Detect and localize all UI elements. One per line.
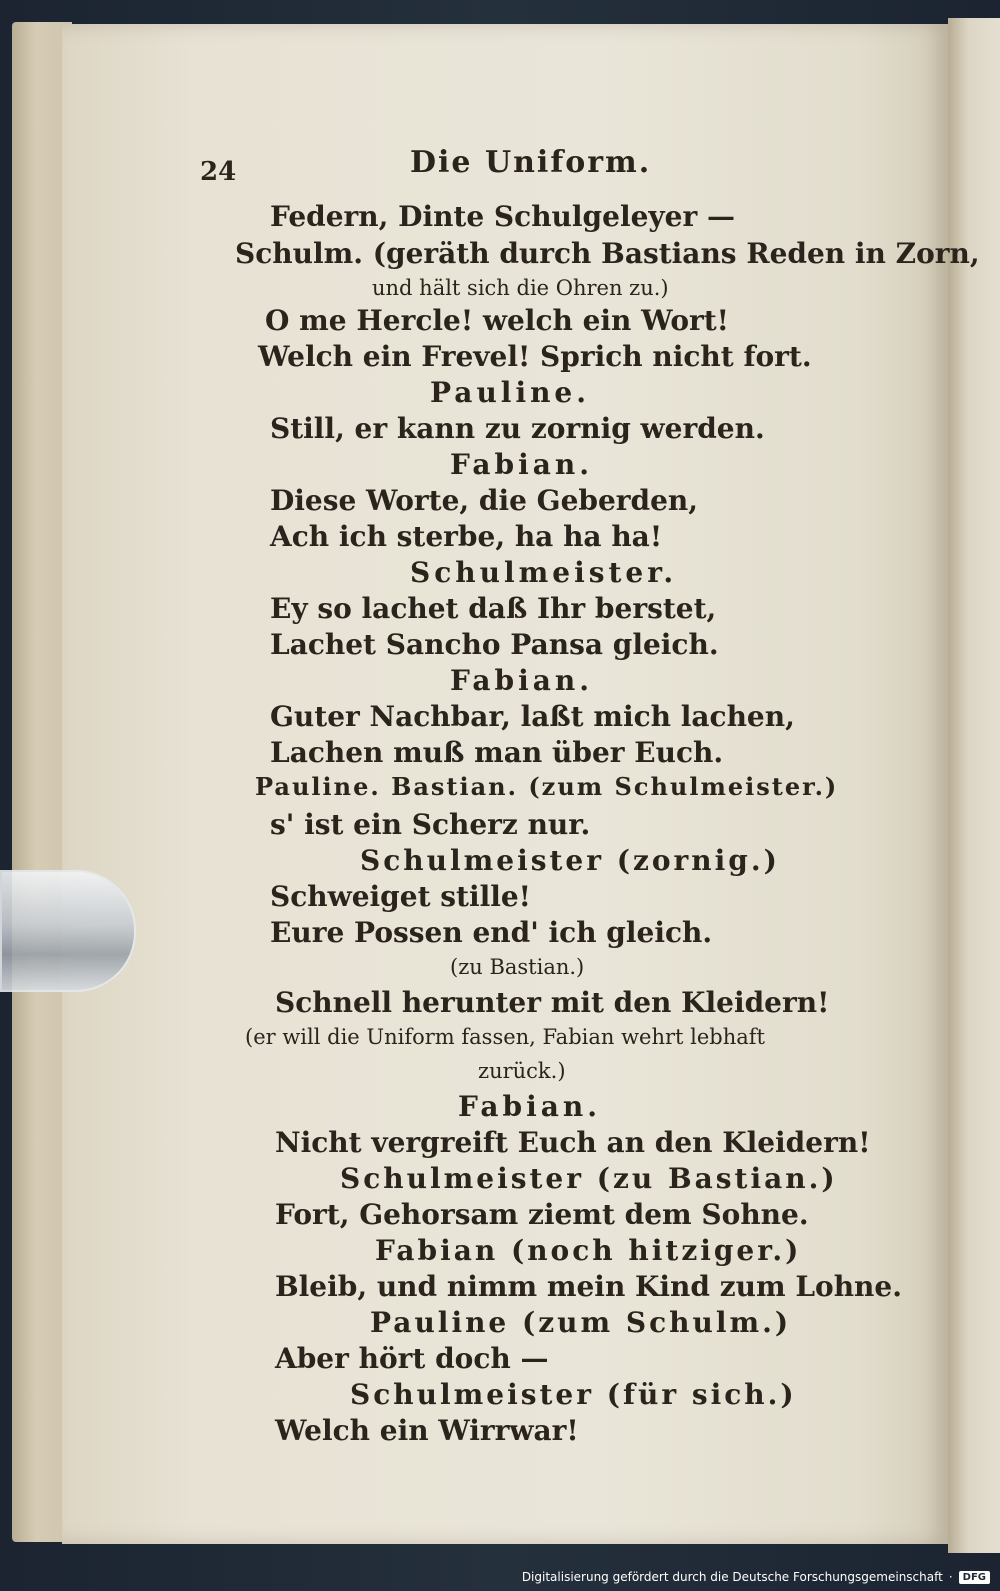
text-line: Bleib, und nimm mein Kind zum Lohne. xyxy=(275,1270,902,1303)
speaker-name: Fabian. xyxy=(458,1090,601,1123)
speaker-name: Schulmeister (für sich.) xyxy=(350,1378,797,1411)
page-number: 24 xyxy=(200,157,237,187)
speaker-name: Fabian (noch hitziger.) xyxy=(375,1234,802,1267)
text-line: Still, er kann zu zornig werden. xyxy=(270,412,765,445)
text-line: O me Hercle! welch ein Wort! xyxy=(265,304,729,337)
text-line: Federn, Dinte Schulgeleyer — xyxy=(270,200,735,233)
speaker-name: Fabian. xyxy=(450,664,593,697)
speaker-name: Pauline. xyxy=(430,376,590,409)
dfg-logo: DFG xyxy=(959,1571,990,1584)
speaker-name: Schulmeister (zornig.) xyxy=(360,844,780,877)
speaker-name: Schulmeister (zu Bastian.) xyxy=(340,1162,838,1195)
text-line: Welch ein Wirrwar! xyxy=(275,1414,579,1447)
text-line: s' ist ein Scherz nur. xyxy=(270,808,591,841)
text-line: Eure Possen end' ich gleich. xyxy=(270,916,713,949)
text-line: Lachen muß man über Euch. xyxy=(270,736,724,769)
text-line: Diese Worte, die Geberden, xyxy=(270,484,699,517)
text-line: Ey so lachet daß Ihr berstet, xyxy=(270,592,717,625)
speaker-name: Schulmeister. xyxy=(410,556,678,589)
speaker-name: Pauline (zum Schulm.) xyxy=(370,1306,792,1339)
stage-direction: (er will die Uniform fassen, Fabian wehrt lebhaft xyxy=(245,1025,765,1049)
text-line: Fort, Gehorsam ziemt dem Sohne. xyxy=(275,1198,809,1231)
credit-text: Digitalisierung gefördert durch die Deutsche Forschungsgemeinschaft xyxy=(521,1570,943,1584)
text-line: Schnell herunter mit den Kleidern! xyxy=(275,986,830,1019)
text-line: Guter Nachbar, laßt mich lachen, xyxy=(270,700,795,733)
stage-direction: zurück.) xyxy=(478,1059,566,1083)
running-head: Die Uniform. xyxy=(410,145,652,180)
text-line: Ach ich sterbe, ha ha ha! xyxy=(270,520,663,553)
text-line: Schweiget stille! xyxy=(270,880,531,913)
digitization-credit xyxy=(522,1567,990,1587)
text-line: Lachet Sancho Pansa gleich. xyxy=(270,628,719,661)
text-line: Aber hört doch — xyxy=(275,1342,549,1375)
text-line: Welch ein Frevel! Sprich nicht fort. xyxy=(258,340,812,373)
separator: · xyxy=(948,1570,953,1584)
stage-direction: (zu Bastian.) xyxy=(450,955,585,979)
stage-direction: und hält sich die Ohren zu.) xyxy=(372,276,669,300)
text-line: Schulm. (geräth durch Bastians Reden in Zorn, xyxy=(235,237,980,270)
text-line: Nicht vergreift Euch an den Kleidern! xyxy=(275,1126,871,1159)
speaker-name: Pauline. Bastian. (zum Schulmeister.) xyxy=(255,772,839,801)
speaker-name: Fabian. xyxy=(450,448,593,481)
page-clip xyxy=(0,870,136,992)
